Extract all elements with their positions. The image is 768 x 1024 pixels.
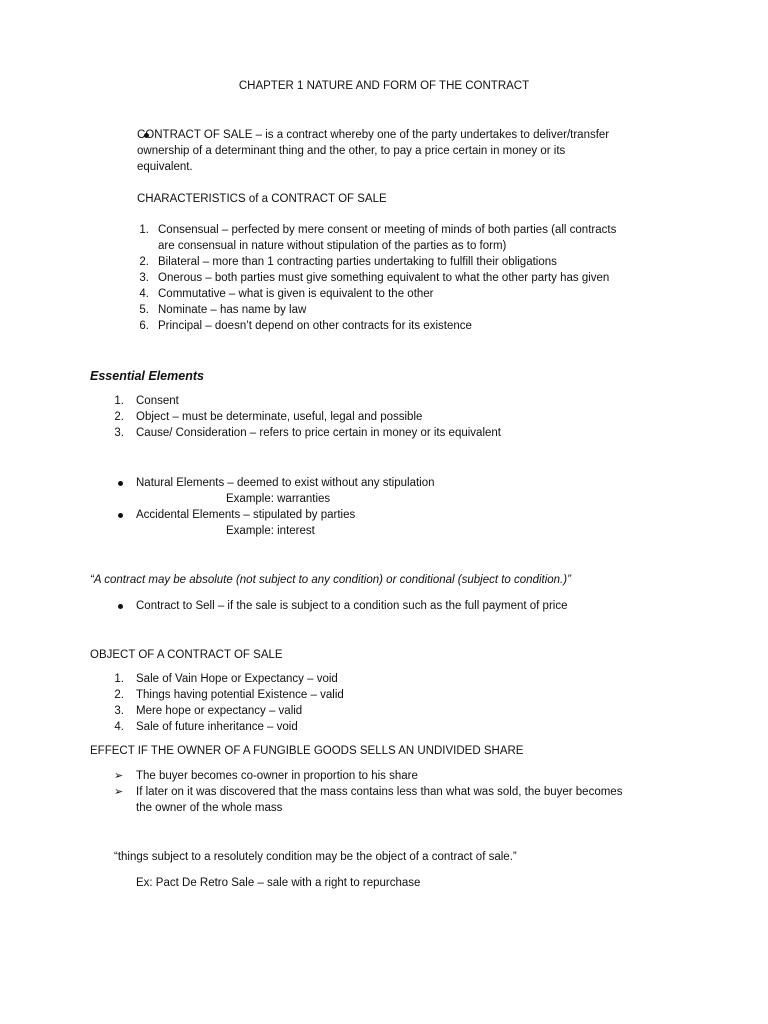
- bullet-icon: [118, 604, 123, 609]
- list-item: Principal – doesn’t depend on other contracts for its existence: [158, 320, 472, 332]
- effect-item: The buyer becomes co-owner in proportion to his share: [136, 770, 418, 782]
- list-number: 4.: [114, 721, 124, 733]
- list-item: Commutative – what is given is equivalent to the other: [158, 288, 434, 300]
- list-item: Onerous – both parties must give something equivalent to what the other party has given: [158, 272, 610, 284]
- list-number: 2.: [114, 411, 124, 423]
- list-number: 3.: [114, 705, 124, 717]
- list-item: Sale of Vain Hope or Expectancy – void: [136, 673, 338, 685]
- effect-heading: EFFECT IF THE OWNER OF A FUNGIBLE GOODS SELLS AN UNDIVIDED SHARE: [90, 745, 524, 757]
- list-item: Nominate – has name by law: [158, 304, 307, 316]
- list-number: 2.: [139, 256, 149, 268]
- pact-de-retro-example: Ex: Pact De Retro Sale – sale with a right to repurchase: [136, 877, 421, 889]
- list-item: Things having potential Existence – valid: [136, 689, 344, 701]
- list-number: 4.: [139, 288, 149, 300]
- list-number: 6.: [139, 320, 149, 332]
- bullet-icon: [118, 481, 123, 486]
- contract-of-sale-line-1: CONTRACT OF SALE – is a contract whereby one of the party undertakes to deliver/transfer: [137, 129, 610, 141]
- list-number: 1.: [114, 673, 124, 685]
- essential-elements-heading: Essential Elements: [90, 369, 204, 383]
- resolutely-condition-quote: “things subject to a resolutely condition may be the object of a contract of sale.”: [114, 851, 517, 863]
- contract-of-sale-line-2: ownership of a determinant thing and the other, to pay a price certain in money or its: [137, 145, 566, 157]
- object-heading: OBJECT OF A CONTRACT OF SALE: [90, 649, 283, 661]
- list-item: Mere hope or expectancy – valid: [136, 705, 303, 717]
- natural-elements: Natural Elements – deemed to exist without any stipulation: [136, 477, 435, 489]
- bullet-icon: [118, 513, 123, 518]
- natural-example: Example: warranties: [226, 493, 331, 505]
- list-number: 5.: [139, 304, 149, 316]
- absolute-conditional-quote: “A contract may be absolute (not subject to any condition) or conditional (subject to condition.)”: [90, 574, 571, 586]
- arrow-bullet-icon: ➢: [114, 770, 124, 782]
- contract-to-sell: Contract to Sell – if the sale is subject to a condition such as the full payment of price: [136, 600, 568, 612]
- accidental-elements: Accidental Elements – stipulated by parties: [136, 509, 356, 521]
- list-item: Consensual – perfected by mere consent or meeting of minds of both parties (all contracts: [158, 224, 617, 236]
- list-item: Bilateral – more than 1 contracting parties undertaking to fulfill their obligations: [158, 256, 557, 268]
- list-item: Sale of future inheritance – void: [136, 721, 298, 733]
- list-item: Consent: [136, 395, 179, 407]
- characteristics-heading: CHARACTERISTICS of a CONTRACT OF SALE: [137, 193, 387, 205]
- effect-item: If later on it was discovered that the mass contains less than what was sold, the buyer becomes: [136, 786, 623, 798]
- effect-item-continuation: the owner of the whole mass: [136, 802, 283, 814]
- list-item: Object – must be determinate, useful, legal and possible: [136, 411, 423, 423]
- list-number: 1.: [114, 395, 124, 407]
- list-number: 2.: [114, 689, 124, 701]
- list-number: 3.: [114, 427, 124, 439]
- list-item-continuation: are consensual in nature without stipulation of the parties as to form): [158, 240, 507, 252]
- list-item: Cause/ Consideration – refers to price certain in money or its equivalent: [136, 427, 501, 439]
- list-number: 3.: [139, 272, 149, 284]
- list-number: 1.: [139, 224, 149, 236]
- contract-of-sale-line-3: equivalent.: [137, 161, 193, 173]
- page-title: CHAPTER 1 NATURE AND FORM OF THE CONTRACT: [238, 80, 530, 92]
- accidental-example: Example: interest: [226, 525, 315, 537]
- arrow-bullet-icon: ➢: [114, 786, 124, 798]
